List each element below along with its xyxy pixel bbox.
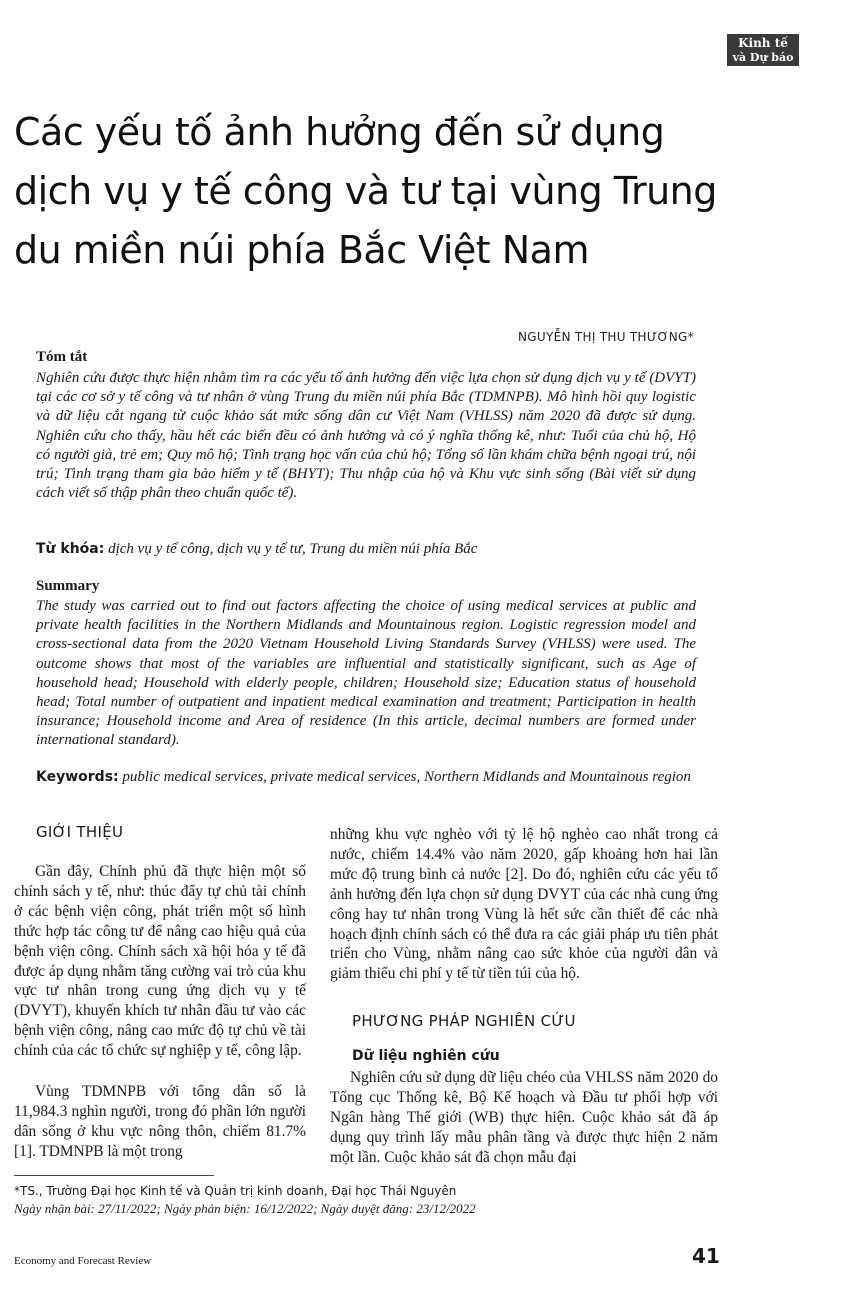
data-heading: Dữ liệu nghiên cứu <box>352 1048 500 1064</box>
abstract-vi-text: Nghiên cứu được thực hiện nhằm tìm ra các yếu tố ảnh hưởng đến việc lựa chọn sử dụng dịch vụ y tế (DVYT) tại các cơ sở y tế công và tư nhân ở vùng Trung du miền núi phía Bắc (TDMNPB). Mô hình hồi quy logistic và dữ liệu cắt ngang từ cuộc khảo sát mức sống dân cư Việt Nam (VHLSS) năm 2020 đã được sử dụng. Nghiên cứu cho thấy, hầu hết các biến đều có ảnh hưởng và có ý nghĩa thống kê, như: Tuổi của chủ hộ, Hộ có người già, trẻ em; Quy mô hộ; Tình trạng học vấn của chủ hộ; Tổng số lần khám chữa bệnh ngoại trú, nội trú; Tình trạng tham gia bảo hiểm y tế (BHYT); Thu nhập của hộ và Khu vực sinh sống (Bài viết sử dụng cách viết số thập phân theo chuẩn quốc tế). <box>36 370 696 502</box>
keywords-vi <box>36 541 477 558</box>
right-paragraph-1: những khu vực nghèo với tỷ lệ hộ nghèo cao nhất trong cả nước, chiếm 14.4% vào năm 2020, gấp khoảng hơn hai lần mức độ trung bình cả nước [2]. Do đó, nghiên cứu các yếu tố ảnh hưởng đến lựa chọn sử dụng DVYT của các nhà cung ứng công hay tư nhân trong Vùng là hết sức cần thiết để các nhà hoạch định chính sách có thể đưa ra các giải pháp ưu tiên phát triển cho Vùng, nhằm nâng cao sức khỏe của người dân và giảm thiểu chi phí y tế từ tiền túi của hộ. <box>330 826 718 983</box>
intro-heading: GIỚI THIỆU <box>36 823 124 841</box>
keywords-en-value: public medical services, private medical services, Northern Midlands and Mountainous region <box>122 769 691 785</box>
intro-paragraph-2: Vùng TDMNPB với tổng dân số là 11,984.3 nghìn người, trong đó phần lớn người dân sống ở khu vực nông thôn, chiếm 81.7% [1]. TDMNPB là một trong <box>14 1083 306 1160</box>
abstract-en-text: The study was carried out to find out factors affecting the choice of using medical services at public and private health facilities in the Northern Midlands and Mountainous region. Logistic regression model and cross-sectional data from the 2020 Vietnam Household Living Standards Survey (VHLSS) were used. The outcome shows that most of the variables are influential and statistically significant, such as Age of household head; Household with elderly people, children; Household size; Education status of household head; Total number of outpatient and inpatient medical examination and treatment; Participation in health insurance; Household income and Area of residence (In this article, decimal numbers are formed under international standard). <box>36 598 696 749</box>
logo-line-1: Kinh tế <box>738 36 788 50</box>
keywords-en <box>36 768 696 788</box>
journal-name: Economy and Forecast Review <box>14 1255 152 1267</box>
intro-paragraph-1: Gần đây, Chính phủ đã thực hiện một số chính sách y tế, như: thúc đẩy tự chủ tài chính ở các bệnh viện công, phát triển một số hình thức hợp tác công tư để nâng cao hiệu quả của bệnh viện công. Chính sách xã hội hóa y tế đã được áp dụng nhằm tăng cường vai trò của khu vực tư nhân trong cung ứng dịch vụ y tế (DVYT), khuyến khích tư nhân đầu tư vào các bệnh viện công, nâng cao mức độ tự chủ về tài chính của các tổ chức sự nghiệp y tế, công lập. <box>14 863 306 1060</box>
author-name: NGUYỄN THỊ THU THƯƠNG* <box>518 330 694 344</box>
logo-line-2: và Dự báo <box>732 51 794 64</box>
journal-logo <box>727 34 799 66</box>
article-title: Các yếu tố ảnh hưởng đến sử dụng dịch vụ y tế công và tư tại vùng Trung du miền núi phía Bắc Việt Nam <box>14 110 717 272</box>
methods-heading: PHƯƠNG PHÁP NGHIÊN CỨU <box>352 1012 576 1030</box>
keywords-en-label: Keywords: <box>36 769 119 785</box>
right-paragraph-2: Nghiên cứu sử dụng dữ liệu chéo của VHLSS năm 2020 do Tổng cục Thống kê, Bộ Kế hoạch và Đầu tư phối hợp với Ngân hàng Thế giới (WB) thực hiện. Cuộc khảo sát đã áp dụng quy trình lấy mẫu phân tầng và được thực hiện 2 năm một lần. Cuộc khảo sát đã chọn mẫu đại <box>330 1069 718 1166</box>
footnote-dates: Ngày nhận bài: 27/11/2022; Ngày phản biện: 16/12/2022; Ngày duyệt đăng: 23/12/2022 <box>14 1201 476 1216</box>
abstract-en-heading: Summary <box>36 578 100 594</box>
footnote-divider <box>14 1175 214 1176</box>
keywords-vi-label: Từ khóa: <box>36 541 105 557</box>
keywords-vi-value: dịch vụ y tế công, dịch vụ y tế tư, Trung du miền núi phía Bắc <box>108 541 478 557</box>
abstract-vi-heading: Tóm tắt <box>36 349 88 365</box>
footnote-affiliation: *TS., Trường Đại học Kinh tế và Quản trị kinh doanh, Đại học Thái Nguyên <box>14 1184 457 1198</box>
page-number: 41 <box>692 1244 720 1268</box>
